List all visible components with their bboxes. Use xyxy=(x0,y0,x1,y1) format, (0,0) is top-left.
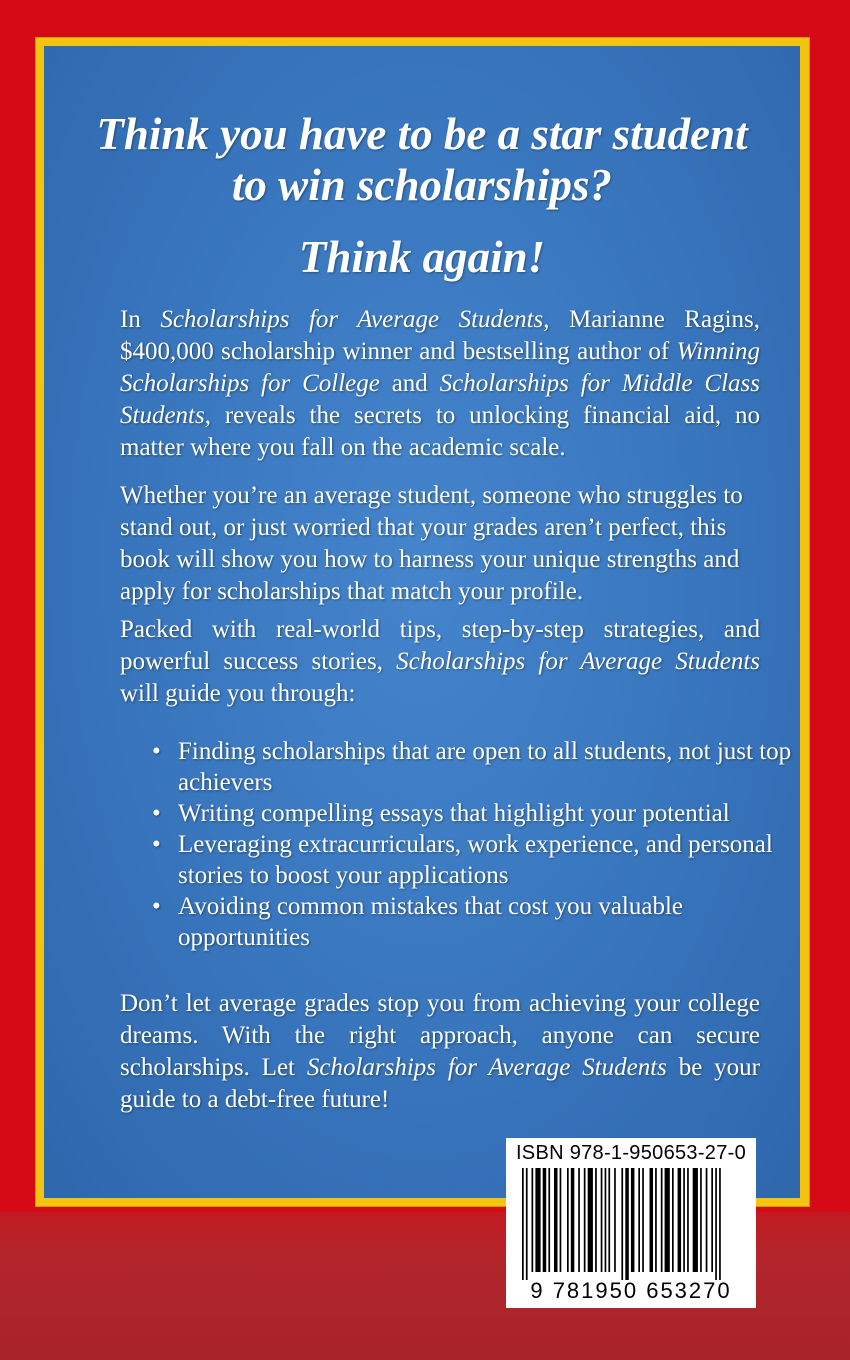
headline-line-2: to win scholarships? xyxy=(231,160,613,210)
barcode-digits: 9 781950 653270 xyxy=(530,1278,732,1303)
subheadline: Think again! xyxy=(298,232,546,282)
list-item: • Avoiding common mistakes that cost you valuable opportunities xyxy=(152,891,800,953)
barcode-icon xyxy=(516,1168,746,1280)
list-item: • Writing compelling essays that highlight your potential xyxy=(152,798,800,829)
intro-paragraph xyxy=(120,304,760,464)
features-text-1: Packed with real-world tips, step-by-step strategies, and powerful success stories, xyxy=(120,616,760,675)
book-title-closing: Scholarships for Average Students xyxy=(306,1054,667,1081)
related-book-title-2: Scholarships for Middle Class Students xyxy=(120,370,760,429)
barcode-box xyxy=(506,1138,756,1308)
isbn-label: ISBN 978-1-950653-27-0 xyxy=(515,1142,747,1164)
headline xyxy=(44,109,800,211)
list-item: • Leveraging extracurriculars, work experience, and personal stories to boost your applications xyxy=(152,829,800,891)
closing-paragraph xyxy=(120,988,760,1116)
audience-paragraph: Whether you’re an average student, someone who struggles to stand out, or just worried that your grades aren’t perfect, this book will show you how to harness your unique strengths and apply for scholarships that match your profile. xyxy=(120,482,743,605)
intro-text-1: In xyxy=(120,306,161,333)
intro-text-3: and xyxy=(379,370,440,397)
book-title: Scholarships for Average Students xyxy=(160,306,544,333)
features-text-2: will guide you through: xyxy=(120,680,356,707)
list-item: • Finding scholarships that are open to all students, not just top achievers xyxy=(152,736,800,798)
feature-list xyxy=(120,736,800,953)
related-book-title-1: Winning Scholarships for College xyxy=(120,338,760,397)
intro-text-2: , Marianne Ragins, $400,000 scholarship winner and bestselling author of xyxy=(120,306,760,365)
headline-line-1: Think you have to be a star student xyxy=(96,109,748,159)
features-paragraph xyxy=(120,614,760,710)
blue-panel xyxy=(44,46,800,1198)
closing-text-1: Don’t let average grades stop you from achieving your college dreams. With the right approach, anyone can secure scholarships. Let xyxy=(120,990,760,1081)
intro-text-4: , reveals the secrets to unlocking financial aid, no matter where you fall on the academic scale. xyxy=(120,402,760,461)
book-title-repeat: Scholarships for Average Students xyxy=(396,648,760,675)
closing-text-2: be your guide to a debt-free future! xyxy=(120,1054,760,1113)
